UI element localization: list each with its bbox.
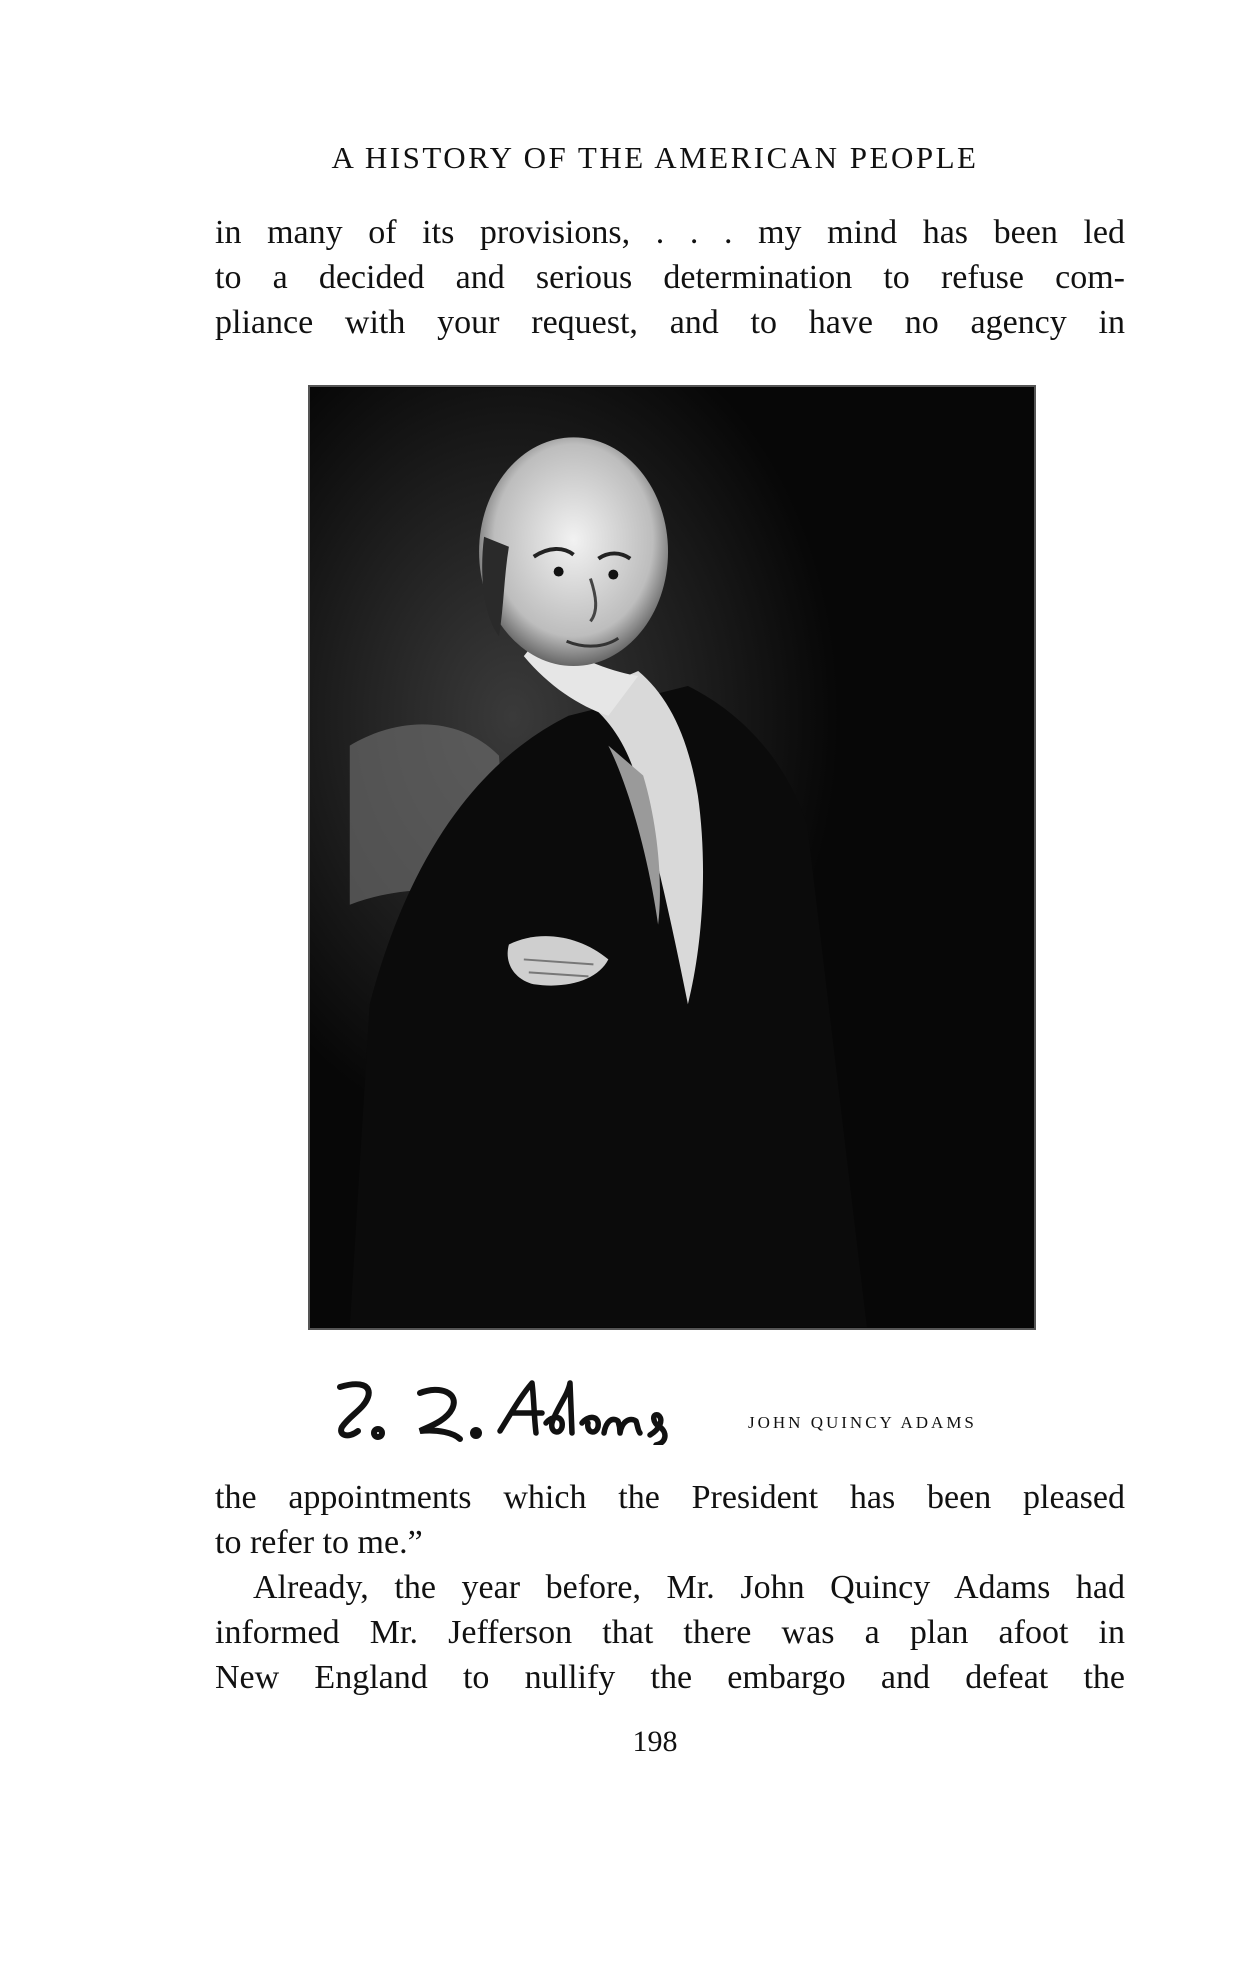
- eye-right: [608, 570, 618, 580]
- text-line: to refer to me.”: [215, 1524, 423, 1561]
- figure-caption: JOHN QUINCY ADAMS: [748, 1413, 977, 1432]
- portrait-illustration: [310, 387, 1034, 1328]
- bottom-paragraphs: [215, 1475, 1125, 1700]
- figure-caption-row: [320, 1375, 1040, 1445]
- text-line: in many of its provisions, . . . my mind has been led: [215, 214, 1125, 251]
- text-line: informed Mr. Jefferson that there was a plan afoot in: [215, 1614, 1125, 1651]
- top-paragraph: [215, 210, 1125, 345]
- portrait-image: [308, 385, 1036, 1330]
- text-line: pliance with your request, and to have no agency in: [215, 304, 1125, 341]
- running-head: A HISTORY OF THE AMERICAN PEOPLE: [331, 140, 979, 175]
- text-line: New England to nullify the embargo and defeat the: [215, 1659, 1125, 1696]
- text-line: the appointments which the President has been pleased: [215, 1479, 1125, 1516]
- signature-image: [320, 1375, 710, 1445]
- text-line: to a decided and serious determination to refuse com-: [215, 259, 1125, 296]
- text-line: Already, the year before, Mr. John Quincy Adams had: [253, 1569, 1125, 1606]
- eye-left: [554, 567, 564, 577]
- page-number: 198: [632, 1725, 678, 1758]
